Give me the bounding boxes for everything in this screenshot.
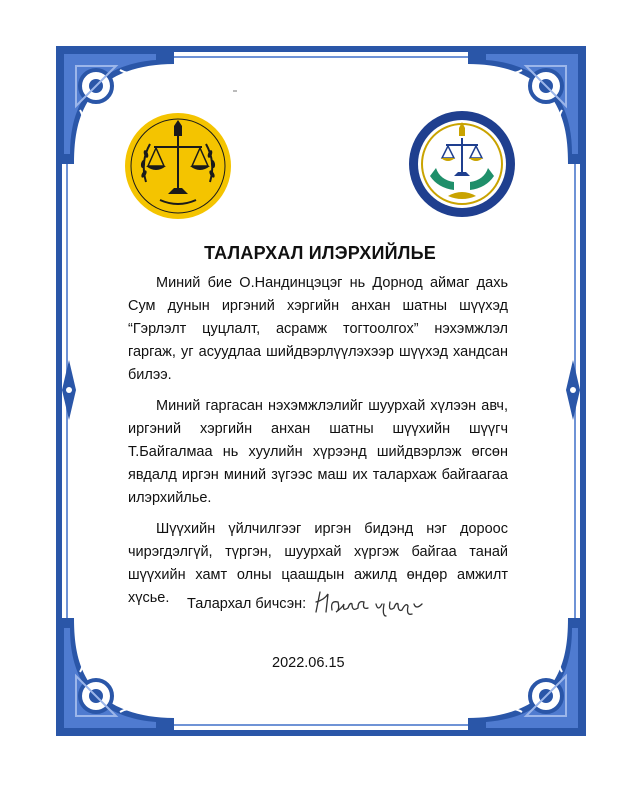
side-ornament-icon [62, 360, 76, 420]
letter-body [128, 272, 508, 610]
paragraph: Миний бие О.Нандинцэцэг нь Дорнод аймаг дахь Сум дунын иргэний хэргийн анхан шатны шүүхэд “Гэрлэлт цуцлалт, асрамж тогтоолгох” нэхэмжлэл гаргаж, уг асуудлаа шийдвэрлүүлэхээр шүүхэд хандсан билээ. [128, 275, 508, 383]
thanks-label: Талархал бичсэн: [187, 596, 307, 612]
hands-scales-emblem-icon [408, 110, 516, 218]
side-ornament-icon [566, 360, 580, 420]
paragraph: Шүүхийн үйлчилгээг иргэн бидэнд нэг дороос чирэгдэлгүй, түргэн, шуурхай хүргэж байгаа танай шүүхийн хамт олны цаашдын ажилд өндөр амжилт хүсье. [128, 521, 508, 606]
scan-speck [233, 90, 237, 92]
corner-ornament-icon [56, 618, 174, 736]
corner-ornament-icon [468, 618, 586, 736]
handwritten-signature [312, 586, 432, 620]
document-title: ТАЛАРХАЛ ИЛЭРХИЙЛЬЕ [204, 243, 436, 263]
paragraph: Миний гаргасан нэхэмжлэлийг шуурхай хүлээн авч, иргэний хэргийн анхан шатны шүүхийн шүүгч Т.Байгалмаа нь хуулийн хүрээнд шийдвэрлэж өгсөн явдалд иргэн миний зүгээс маш их талархаж байгаагаа илэрхийлье. [128, 398, 508, 506]
scales-of-justice-emblem-icon [124, 112, 232, 220]
letter-date: 2022.06.15 [272, 655, 345, 671]
